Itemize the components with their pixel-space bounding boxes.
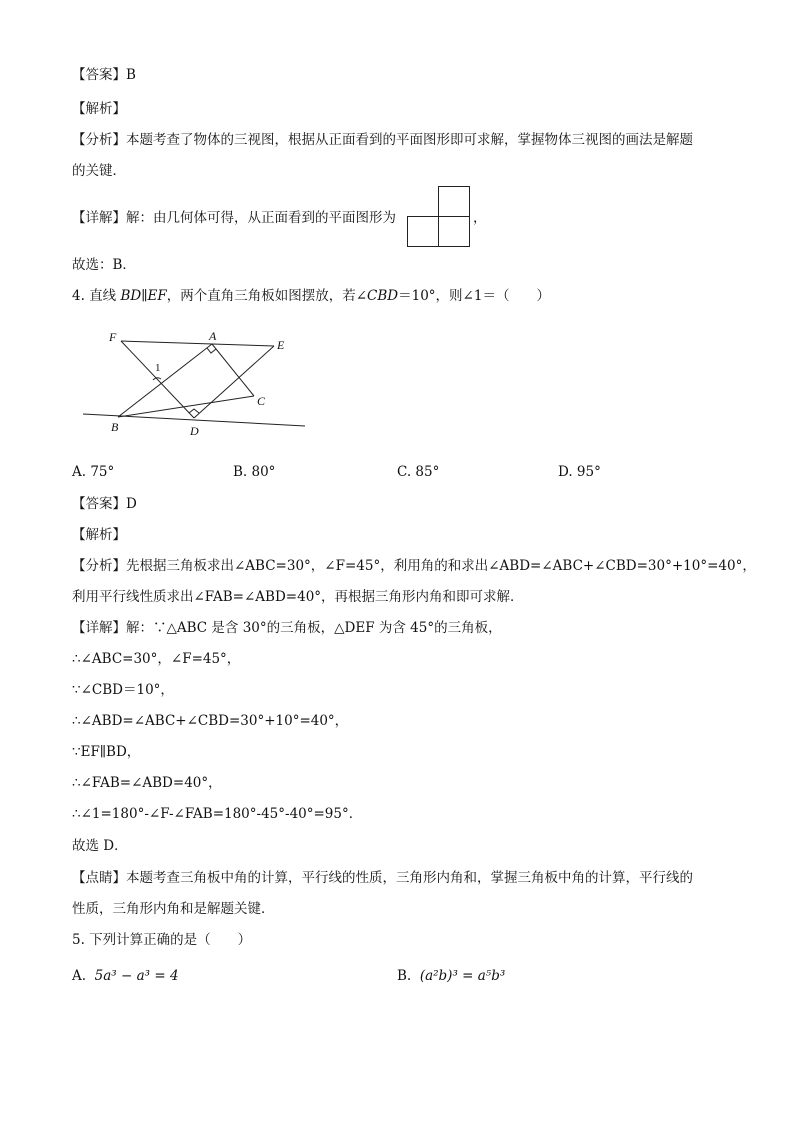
q4-dianjing-line-1 — [72, 869, 693, 887]
option-d: D. 95° — [558, 464, 601, 480]
answer-value: B — [126, 67, 136, 83]
q5-stem — [72, 931, 251, 949]
q4-step: ∴∠1=180°-∠F-∠FAB=180°-45°-40°=95°． — [72, 806, 363, 822]
option-c: C. 85° — [397, 464, 440, 480]
q3-detail-tail: ， — [473, 210, 487, 226]
answer-tag: 【答案】 — [72, 496, 126, 512]
segment-ba — [118, 344, 212, 417]
option-b: B. 80° — [233, 464, 276, 480]
front-view-figure — [407, 186, 471, 248]
right-angle-mark-a — [207, 348, 216, 353]
fenxi-text: 本题考查了物体的三视图，根据从正面看到的平面图形即可求解，掌握物体三视图的画法是解题 — [126, 132, 693, 148]
fenxi-tag: 【分析】 — [72, 558, 126, 574]
stem-text: ，两个直角三角板如图摆放，若∠ — [166, 288, 368, 304]
question-number: 4. — [72, 288, 85, 304]
label-f: F — [109, 330, 117, 344]
dianjing-text: 本题考查三角板中角的计算，平行线的性质，三角形内角和，掌握三角板中角的计算，平行线的 — [126, 870, 693, 886]
label-c: C — [257, 394, 266, 408]
q3-fenxi-line-2: 的关键． — [72, 163, 126, 179]
line-ef: EF — [147, 288, 167, 304]
option-label: A. — [72, 968, 87, 984]
angle-cbd: CBD — [367, 288, 399, 304]
parallel-symbol: ∥ — [141, 288, 148, 304]
q4-geometry-figure — [78, 325, 310, 440]
q4-step: ∴∠ABD=∠ABC+∠CBD=30°+10°=40°， — [72, 713, 349, 729]
line-fe — [121, 341, 274, 346]
q4-analysis-tag: 【解析】 — [72, 527, 126, 543]
label-angle-1: 1 — [155, 362, 161, 374]
q4-detail-line-1 — [72, 619, 502, 637]
label-b: B — [111, 420, 119, 434]
detail-tag: 【详解】 — [72, 210, 126, 226]
detail-tag: 【详解】 — [72, 620, 126, 636]
option-a: A. 75° — [72, 464, 115, 480]
detail-text: 解：∵△ABC 是含 30°的三角板，△DEF 为含 45°的三角板， — [126, 620, 502, 636]
answer-value: D — [126, 496, 137, 512]
q4-step: ∵∠CBD＝10°， — [72, 682, 174, 698]
q5-option-a — [72, 967, 179, 985]
front-view-bottom-right-square — [439, 217, 470, 247]
q3-fenxi-line-1 — [72, 131, 693, 149]
detail-text: 解：由几何体可得，从正面看到的平面图形为 — [126, 210, 396, 226]
q3-answer — [72, 66, 136, 84]
front-view-bottom-left-square — [408, 217, 439, 247]
q3-analysis-tag: 【解析】 — [72, 101, 126, 117]
q4-fenxi-line-2: 利用平行线性质求出∠FAB=∠ABD=40°，再根据三角形内角和即可求解． — [72, 589, 524, 605]
option-expression: 5a³ − a³ = 4 — [94, 968, 179, 984]
q4-dianjing-line-2: 性质，三角形内角和是解题关键． — [72, 901, 275, 917]
q5-option-b — [397, 967, 505, 985]
label-d: D — [190, 424, 199, 438]
q4-step: ∴∠ABC=30°，∠F=45°， — [72, 651, 241, 667]
line-bd: BD — [120, 288, 142, 304]
q4-fenxi-line-1 — [72, 557, 756, 575]
label-e: E — [277, 338, 285, 352]
stem-text: 下列计算正确的是（ ） — [89, 932, 252, 948]
stem-text: ＝10°，则∠1＝（ ） — [398, 288, 550, 304]
fenxi-text: 先根据三角板求出∠ABC=30°，∠F=45°，利用角的和求出∠ABD=∠ABC+∠CBD=30°+10°=40°， — [126, 558, 756, 574]
q4-answer — [72, 495, 137, 513]
q4-stem — [72, 287, 550, 305]
fenxi-tag: 【分析】 — [72, 132, 126, 148]
q4-step: ∵EF∥BD， — [72, 744, 141, 760]
question-number: 5. — [72, 932, 85, 948]
segment-bc — [118, 396, 254, 417]
q3-detail-line — [72, 209, 396, 227]
option-expression: (a²b)³ = a⁵b³ — [419, 968, 506, 984]
q4-conclusion: 故选 D． — [72, 838, 128, 854]
dianjing-tag: 【点睛】 — [72, 870, 126, 886]
q3-conclusion: 故选：B． — [72, 257, 136, 273]
front-view-top-square — [439, 187, 470, 217]
q4-step: ∴∠FAB=∠ABD=40°， — [72, 775, 222, 791]
stem-text: 直线 — [89, 288, 121, 304]
label-a: A — [209, 329, 217, 343]
answer-tag: 【答案】 — [72, 67, 126, 83]
right-angle-mark-d — [189, 409, 199, 413]
option-label: B. — [397, 968, 412, 984]
